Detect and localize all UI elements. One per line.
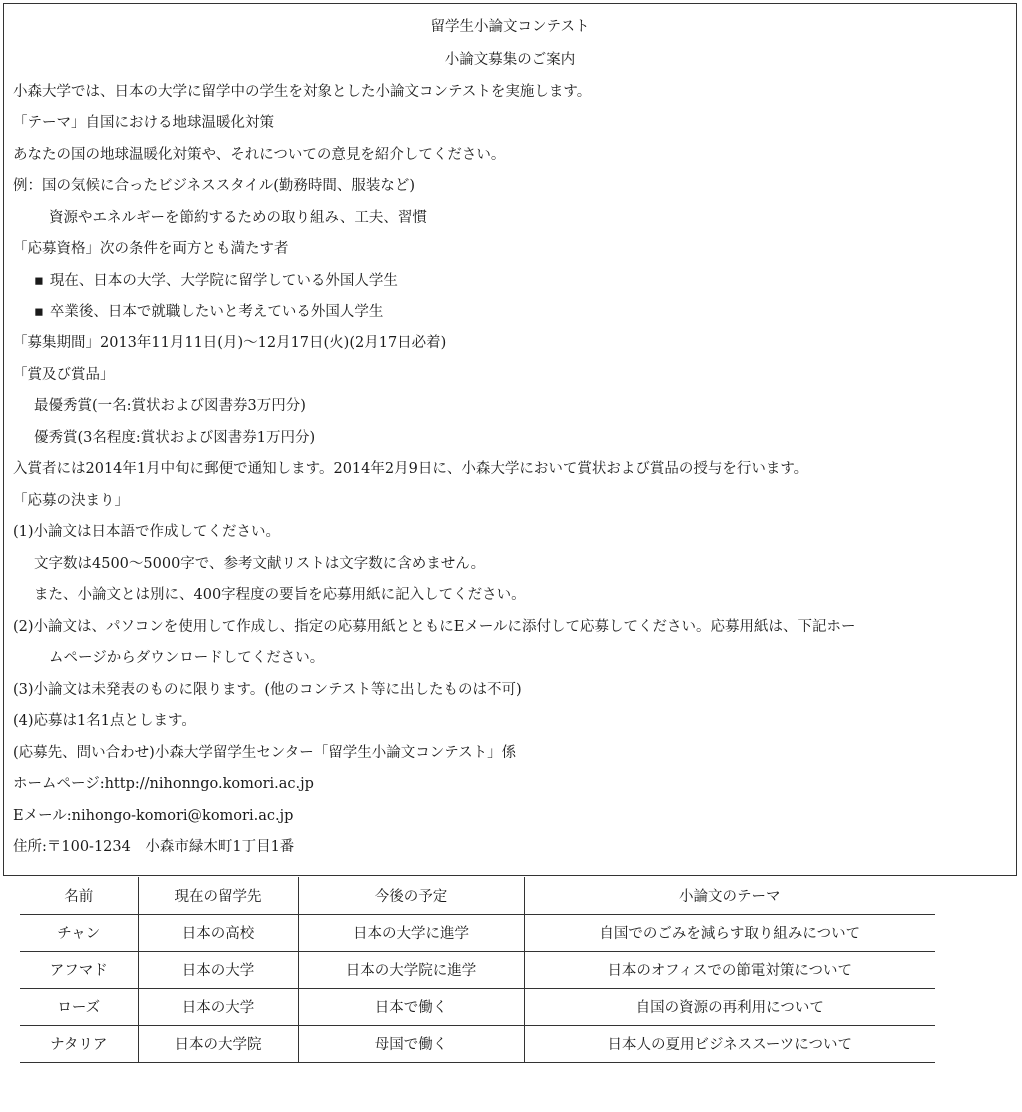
students-table [20,877,935,1063]
cell-current-school: 日本の大学 [138,988,298,1025]
theme-heading: 「テーマ」自国における地球温暖化対策 [13,115,274,131]
notice-title: 留学生小論文コンテスト [430,19,590,35]
cell-essay-theme: 日本人の夏用ビジネススーツについて [524,1025,935,1062]
table-row [20,951,935,988]
header-current-school: 現在の留学先 [138,877,298,914]
rule-3: (3)小論文は未発表のものに限ります。(他のコンテスト等に出したものは不可) [13,682,522,698]
rule-1-detail-2: また、小論文とは別に、400字程度の要旨を応募用紙に記入してください。 [34,587,526,603]
grand-prize: 最優秀賞(一名:賞状および図書券3万円分) [34,398,306,414]
cell-future-plan: 日本の大学院に進学 [298,951,524,988]
rules-heading: 「応募の決まり」 [13,493,129,509]
cell-current-school: 日本の大学院 [138,1025,298,1062]
rule-1: (1)小論文は日本語で作成してください。 [13,524,281,540]
cell-current-school: 日本の高校 [138,914,298,951]
table-row [20,914,935,951]
prizes-heading: 「賞及び賞品」 [13,367,115,383]
rule-2: (2)小論文は、パソコンを使用して作成し、指定の応募用紙とともにEメールに添付して応募してください。応募用紙は、下記ホー [13,619,856,635]
excellence-prize: 優秀賞(3名程度:賞状および図書券1万円分) [34,430,316,446]
eligibility-item-1: ▪ 現在、日本の大学、大学院に留学している外国人学生 [34,271,398,291]
table-header-row [20,877,935,914]
table-row [20,988,935,1025]
cell-current-school: 日本の大学 [138,951,298,988]
contact-heading: (応募先、問い合わせ)小森大学留学生センター「留学生小論文コンテスト」係 [13,745,517,761]
header-future-plan: 今後の予定 [298,877,524,914]
header-essay-theme: 小論文のテーマ [524,877,935,914]
cell-name: ローズ [20,988,138,1025]
example-line-1: 例：国の気候に合ったビジネススタイル(勤務時間、服装など) [13,178,416,194]
intro-text: 小森大学では、日本の大学に留学中の学生を対象とした小論文コンテストを実施します。 [13,84,592,100]
cell-essay-theme: 日本のオフィスでの節電対策について [524,951,935,988]
application-period: 「募集期間」2013年11月11日(月)〜12月17日(火)(2月17日必着) [13,335,447,351]
address-line: 住所:〒100-1234 小森市緑木町1丁目1番 [13,839,295,855]
email-line: Eメール:nihongo-komori@komori.ac.jp [13,808,294,824]
notice-subtitle: 小論文募集のご案内 [444,52,576,68]
rule-4: (4)応募は1名1点とします。 [13,713,196,729]
cell-future-plan: 日本の大学に進学 [298,914,524,951]
theme-description: あなたの国の地球温暖化対策や、それについての意見を紹介してください。 [13,147,506,163]
cell-name: アフマド [20,951,138,988]
example-line-2: 資源やエネルギーを節約するための取り組み、工夫、習慣 [49,210,427,226]
award-notice: 入賞者には2014年1月中旬に郵便で通知します。2014年2月9日に、小森大学において賞状および賞品の授与を行います。 [13,461,809,477]
cell-essay-theme: 自国でのごみを減らす取り組みについて [524,914,935,951]
header-name: 名前 [20,877,138,914]
cell-name: チャン [20,914,138,951]
cell-future-plan: 母国で働く [298,1025,524,1062]
rule-2-continued: ムページからダウンロードしてください。 [49,650,325,666]
rule-1-detail-1: 文字数は4500〜5000字で、参考文献リストは文字数に含めません。 [34,556,486,572]
eligibility-item-2: ▪ 卒業後、日本で就職したいと考えている外国人学生 [34,302,383,322]
homepage-line: ホームページ:http://nihonngo.komori.ac.jp [13,776,314,792]
eligibility-heading: 「応募資格」次の条件を両方とも満たす者 [13,241,289,257]
cell-name: ナタリア [20,1025,138,1062]
table-row [20,1025,935,1062]
contest-notice [3,3,1017,876]
cell-essay-theme: 自国の資源の再利用について [524,988,935,1025]
cell-future-plan: 日本で働く [298,988,524,1025]
